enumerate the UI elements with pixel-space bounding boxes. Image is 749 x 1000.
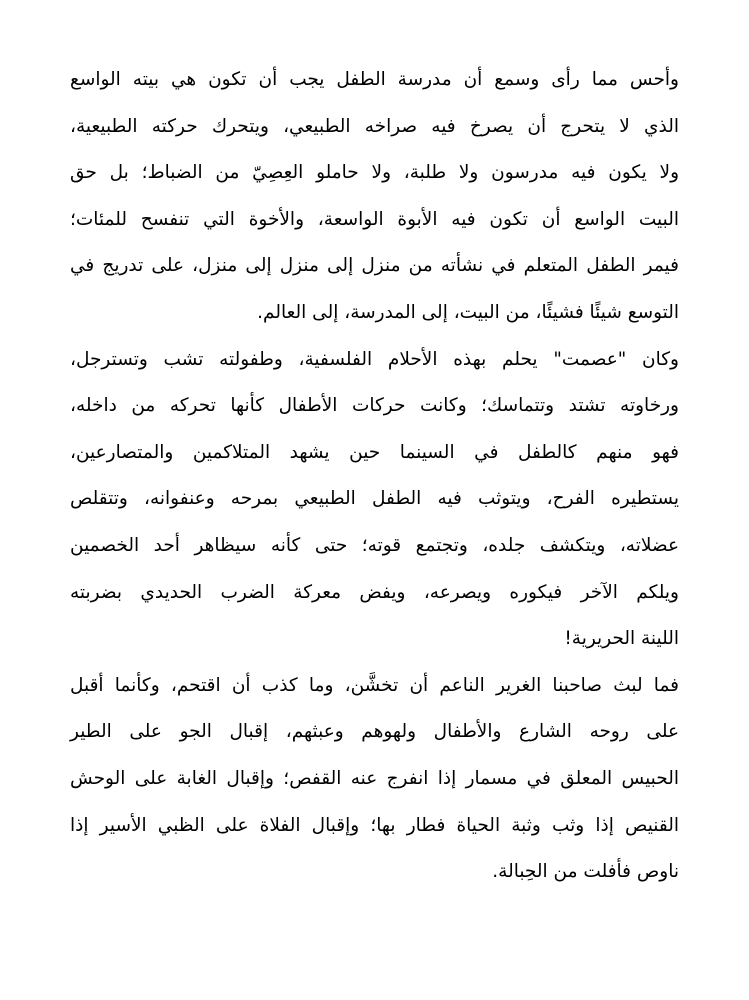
paragraph-1-line-4: البيت الواسع أن تكون فيه الأبوة الواسعة، والأخوة التي تنفسح للمئات؛ xyxy=(70,208,679,230)
paragraph-2-line-4: يستطيره الفرح، ويتوثب فيه الطفل الطبيعي بمرحه وعنفوانه، وتتقلص xyxy=(70,488,679,510)
paragraph-1-line-6: التوسع شيئًا فشيئًا، من البيت، إلى المدرسة، إلى العالم. xyxy=(257,301,679,323)
paragraph-3-line-2: على روحه الشارع والأطفال ولهوهم وعبثهم، إقبال الجو على الطير xyxy=(70,721,679,743)
paragraph-1-line-3: ولا يكون فيه مدرسون ولا طلبة، ولا حاملو العِصِيّ من الضباط؛ بل حق xyxy=(70,162,679,184)
paragraph-2-line-2: ورخاوته تشتد وتتماسك؛ وكانت حركات الأطفال كأنها تحركه من داخله، xyxy=(70,395,679,417)
paragraph-3-line-5: ناوص فأفلت من الحِبالة. xyxy=(492,861,679,883)
paragraph-1-line-5: فيمر الطفل المتعلم في نشأته من منزل إلى منزل إلى منزل، على تدريج في xyxy=(70,255,679,277)
paragraph-1-line-1: وأحس مما رأى وسمع أن مدرسة الطفل يجب أن تكون هي بيته الواسع xyxy=(70,69,679,90)
paragraph-2-line-1: وكان "عصمت" يحلم بهذه الأحلام الفلسفية، وطفولته تشب وتسترجل، xyxy=(70,348,679,370)
paragraph-3-line-4: القنيص إذا وثب وثبة الحياة فطار بها؛ وإقبال الفلاة على الظبي الأسير إذا xyxy=(70,814,679,836)
paragraph-1-line-2: الذي لا يتحرج أن يصرخ فيه صراخه الطبيعي، ويتحرك حركته الطبيعية، xyxy=(70,115,679,137)
paragraph-3-line-1: فما لبث صاحبنا الغرير الناعم أن تخشَّن، وما كذب أن اقتحم، وكأنما أقبل xyxy=(70,674,679,696)
paragraph-2-line-6: ويلكم الآخر فيكوره ويصرعه، ويفض معركة الضرب الحديدي بضربته xyxy=(70,581,679,603)
paragraph-2-line-3: فهو منهم كالطفل في السينما حين يشهد المتلاكمين والمتصارعين، xyxy=(70,441,679,463)
paragraph-2-line-7: اللينة الحريرية! xyxy=(564,628,679,650)
paragraph-3-line-3: الحبيس المعلق في مسمار إذا انفرج عنه القفص؛ وإقبال الغابة على الوحش xyxy=(70,767,679,789)
text-body xyxy=(70,57,679,896)
paragraph-2-line-5: عضلاته، ويتكشف جلده، وتجتمع قوته؛ حتى كأنه سيظاهر أحد الخصمين xyxy=(70,534,679,556)
